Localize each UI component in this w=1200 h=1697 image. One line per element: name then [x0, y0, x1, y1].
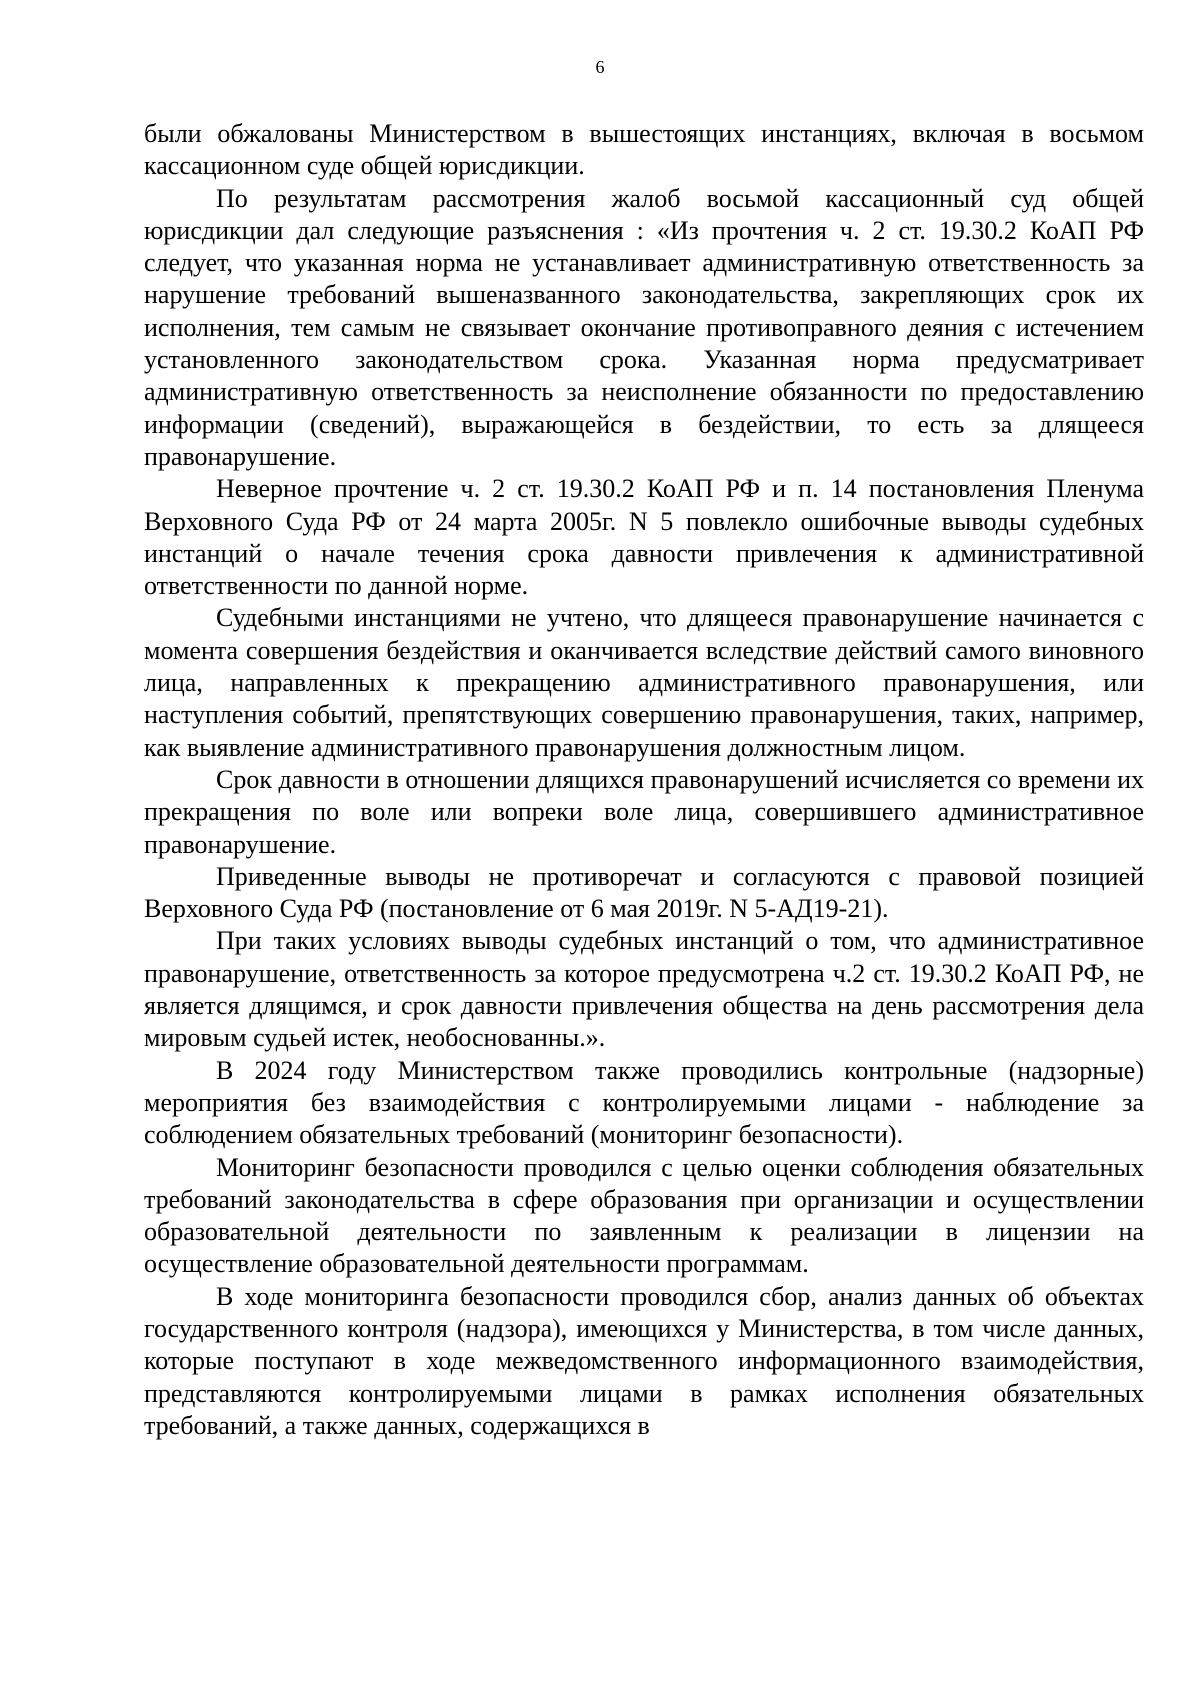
paragraph-incorrect-reading: Неверное прочтение ч. 2 ст. 19.30.2 КоАП РФ и п. 14 постановления Пленума Верховного Суда РФ от 24 марта 2005г. N 5 повлекло ошибочные выводы судебных инстанций о начале течения срока давности привлечения к административной ответственности по данной норме. [144, 474, 1144, 601]
paragraph-continuing-offense: Судебными инстанциями не учтено, что длящееся правонарушение начинается с момента совершения бездействия и оканчивается вследствие действий самого виновного лица, направленных к прекращению административного правонарушения, или наступления событий, препятствующих совершению правонарушения, таких, например, как выявление административного правонарушения должностным лицом. [144, 603, 1144, 762]
page-number: 6 [595, 57, 605, 77]
document-body [144, 118, 1144, 1442]
paragraph-court-clarification: По результатам рассмотрения жалоб восьмой кассационный суд общей юрисдикции дал следующие разъяснения : «Из прочтения ч. 2 ст. 19.30.2 КоАП РФ следует, что указанная норма не устанавливает административную ответственность за нарушение требований вышеназванного законодательства, закрепляющих срок их исполнения, тем самым не связывает окончание противоправного деяния с истечением установленного законодательством срока. Указанная норма предусматривает административную ответственность за неисполнение обязанности по предоставлению информации (сведений), выражающейся в бездействии, то есть за длящееся правонарушение. [144, 183, 1144, 471]
paragraph-conclusion: При таких условиях выводы судебных инстанций о том, что административное правонарушение, ответственность за которое предусмотрена ч.2 ст. 19.30.2 КоАП РФ, не является длящимся, и срок давности привлечения общества на день рассмотрения дела мировым судьей истек, необоснованны.». [144, 926, 1144, 1053]
paragraph-2024-control-measures: В 2024 году Министерством также проводились контрольные (надзорные) мероприятия без взаимодействия с контролируемыми лицами - наблюдение за соблюдением обязательных требований (мониторинг безопасности). [144, 1055, 1144, 1150]
paragraph-supreme-court-position: Приведенные выводы не противоречат и согласуются с правовой позицией Верховного Суда РФ (постановление от 6 мая 2019г. N 5-АД19-21). [144, 861, 1144, 924]
paragraph-monitoring-data: В ходе мониторинга безопасности проводился сбор, анализ данных об объектах государственного контроля (надзора), имеющихся у Министерства, в том числе данных, которые поступают в ходе межведомственного информационного взаимодействия, представляются контролируемыми лицами в рамках исполнения обязательных требований, а также данных, содержащихся в [144, 1281, 1144, 1440]
paragraph-continuation: были обжалованы Министерством в вышестоящих инстанциях, включая в восьмом кассационном суде общей юрисдикции. [144, 119, 1144, 181]
paragraph-monitoring-purpose: Мониторинг безопасности проводился с целью оценки соблюдения обязательных требований законодательства в сфере образования при организации и осуществлении образовательной деятельности по заявленным к реализации в лицензии на осуществление образовательной деятельности программам. [144, 1152, 1144, 1279]
paragraph-limitation-period: Срок давности в отношении длящихся правонарушений исчисляется со времени их прекращения по воле или вопреки воле лица, совершившего административное правонарушение. [144, 764, 1144, 859]
